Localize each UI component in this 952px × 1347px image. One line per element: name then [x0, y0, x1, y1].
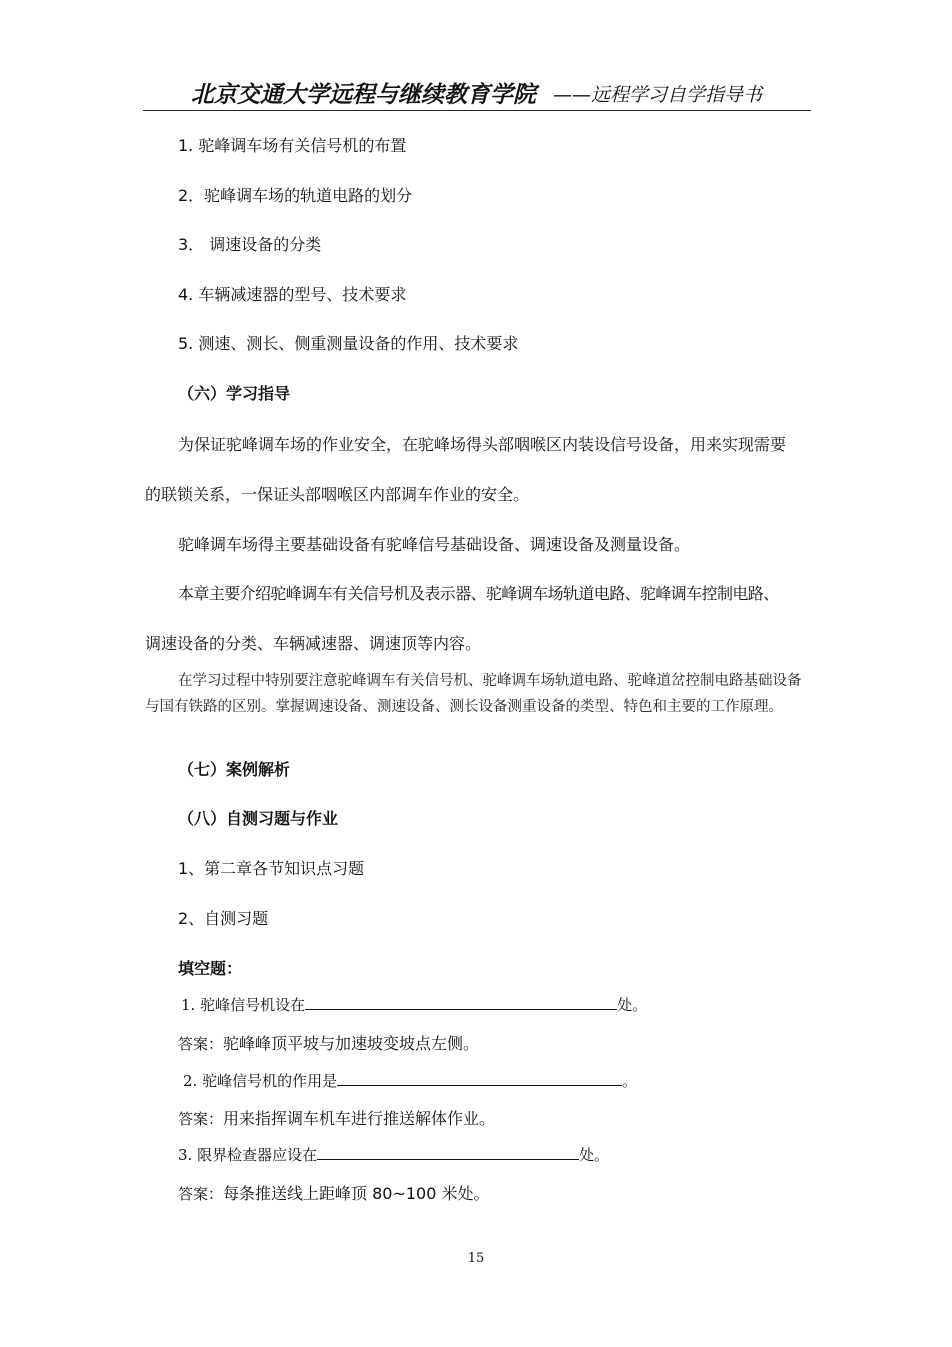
paragraph: 驼峰调车场得主要基础设备有驼峰信号基础设备、调速设备及测量设备。 [178, 535, 691, 554]
answer-label: 答案： [178, 1185, 224, 1203]
answer-1 [178, 1031, 479, 1054]
answer-label: 答案： [178, 1110, 224, 1128]
answer-text: 每条推送线上距峰顶 80~100 米处。 [223, 1184, 490, 1203]
page-number: 15 [467, 1251, 485, 1266]
question-text: 2. 驼峰信号机的作用是 [183, 1072, 338, 1090]
answer-3 [178, 1181, 490, 1204]
question-3 [178, 1143, 609, 1165]
question-text: 3. 限界检查器应设在 [178, 1146, 318, 1164]
question-suffix: 处。 [579, 1146, 610, 1164]
list-item: 5. 测速、测长、侧重测量设备的作用、技术要求 [178, 334, 519, 353]
question-suffix: 处。 [617, 996, 648, 1014]
list-item: 1. 驼峰调车场有关信号机的布置 [178, 136, 407, 155]
answer-text: 用来指挥调车机车进行推送解体作业。 [223, 1109, 496, 1128]
answer-2 [178, 1106, 495, 1129]
question-1 [181, 993, 647, 1015]
list-item: 1、第二章各节知识点习题 [178, 859, 365, 878]
header-title: 北京交通大学远程与继续教育学院 [191, 82, 536, 108]
list-item: 2．驼峰调车场的轨道电路的划分 [178, 186, 413, 205]
question-2 [183, 1069, 637, 1091]
section-heading: （六）学习指导 [178, 384, 291, 403]
answer-text: 驼峰峰顶平坡与加速坡变坡点左侧。 [223, 1034, 480, 1053]
fill-in-heading: 填空题： [178, 959, 243, 978]
answer-blank [317, 1143, 579, 1160]
list-item: 2、自测习题 [178, 909, 269, 928]
list-item: 4. 车辆减速器的型号、技术要求 [178, 285, 407, 304]
header-subtitle: ——远程学习自学指导书 [553, 84, 763, 106]
answer-blank [305, 993, 617, 1010]
section-heading: （七）案例解析 [178, 760, 291, 779]
paragraph-line: 本章主要介绍驼峰调车有关信号机及表示器、驼峰调车场轨道电路、驼峰调车控制电路、 [178, 584, 779, 603]
list-item: 3． 调速设备的分类 [178, 235, 322, 254]
paragraph: 在学习过程中特别要注意驼峰调车有关信号机、驼峰调车场轨道电路、驼峰道岔控制电路基础设备与国有铁路的区别。掌握调速设备、测速设备、测长设备测重设备的类型、特色和主要的工作原理。 [145, 673, 802, 715]
answer-label: 答案： [178, 1035, 224, 1053]
paragraph-line: 调速设备的分类、车辆减速器、调速顶等内容。 [145, 634, 482, 653]
question-text: 1. 驼峰信号机设在 [181, 996, 306, 1014]
paragraph-line: 的联锁关系，一保证头部咽喉区内部调车作业的安全。 [145, 485, 530, 504]
page-header [143, 76, 811, 111]
paragraph-line: 为保证驼峰调车场的作业安全，在驼峰场得头部咽喉区内装设信号设备，用来实现需要 [178, 435, 787, 454]
question-suffix: 。 [622, 1072, 638, 1090]
answer-blank [337, 1069, 622, 1086]
section-heading: （八）自测习题与作业 [178, 809, 339, 828]
